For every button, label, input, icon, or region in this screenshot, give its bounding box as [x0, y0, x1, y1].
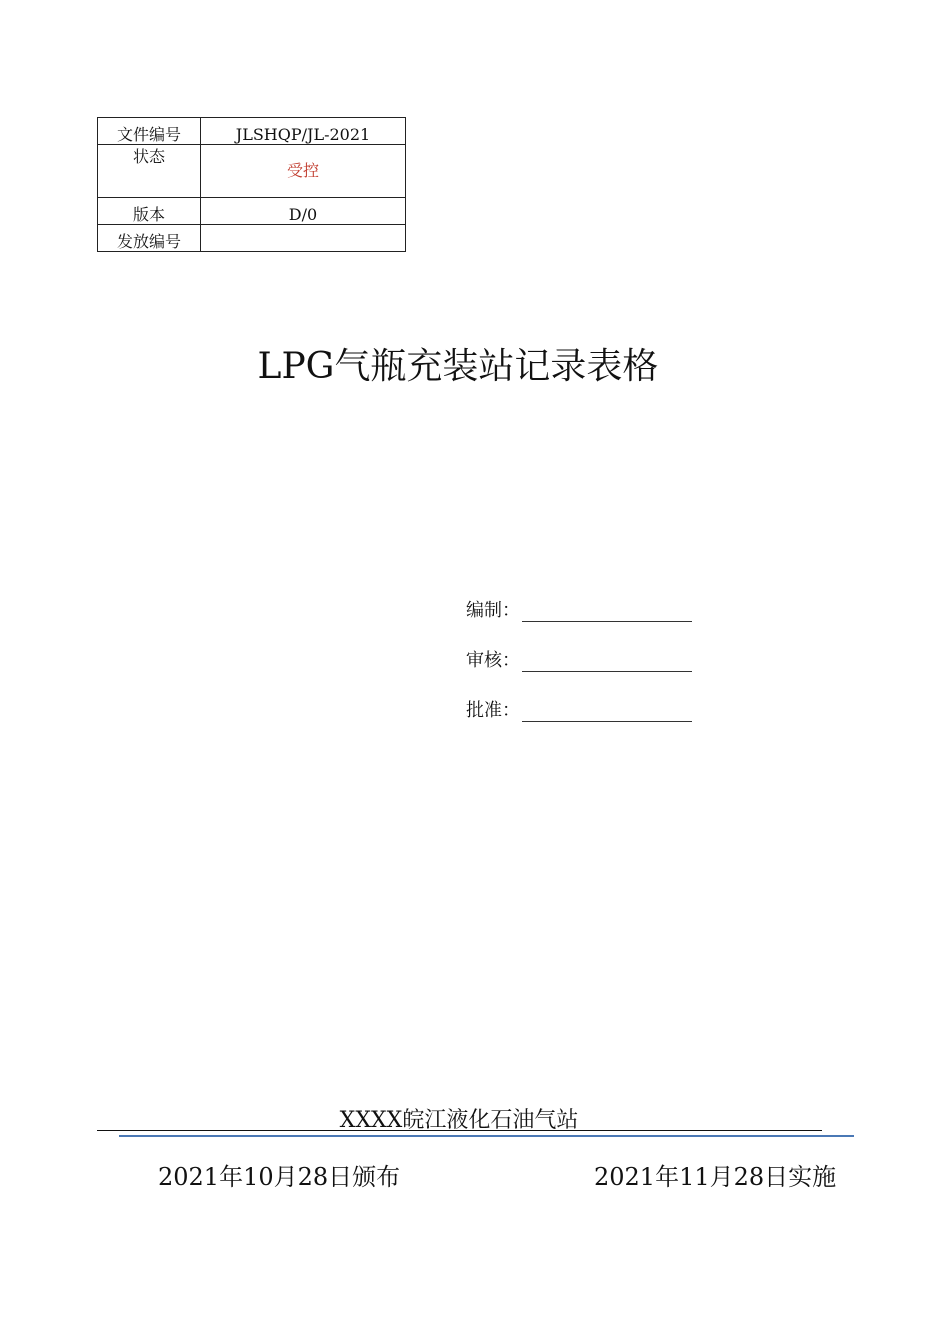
approved-by-row	[466, 696, 692, 722]
prepared-by-label: 编制：	[466, 600, 520, 621]
approved-by-line	[522, 699, 692, 722]
status-label: 状态	[98, 145, 201, 198]
company-name: XXXX皖江液化石油气站	[339, 1108, 579, 1133]
signature-block	[466, 596, 692, 746]
reviewed-by-line	[522, 649, 692, 672]
document-title: LPG气瓶充装站记录表格	[257, 346, 659, 387]
version-row	[98, 198, 406, 225]
approved-by-label: 批准：	[466, 700, 520, 721]
document-info-table	[97, 117, 406, 252]
version-label: 版本	[98, 198, 201, 225]
issue-number-label: 发放编号	[98, 225, 201, 252]
status-value: 受控	[201, 145, 406, 198]
prepared-by-row	[466, 596, 692, 622]
doc-number-row	[98, 118, 406, 145]
issue-number-value	[201, 225, 406, 252]
status-row	[98, 145, 406, 198]
doc-number-value: JLSHQP/JL-2021	[201, 118, 406, 145]
issue-date: 2021年10月28日颁布	[158, 1163, 401, 1191]
reviewed-by-row	[466, 646, 692, 672]
effective-date: 2021年11月28日实施	[594, 1163, 837, 1191]
reviewed-by-label: 审核：	[466, 650, 520, 671]
version-value: D/0	[201, 198, 406, 225]
blue-divider	[119, 1135, 854, 1137]
company-underline	[97, 1130, 822, 1131]
doc-number-label: 文件编号	[98, 118, 201, 145]
issue-number-row	[98, 225, 406, 252]
prepared-by-line	[522, 599, 692, 622]
